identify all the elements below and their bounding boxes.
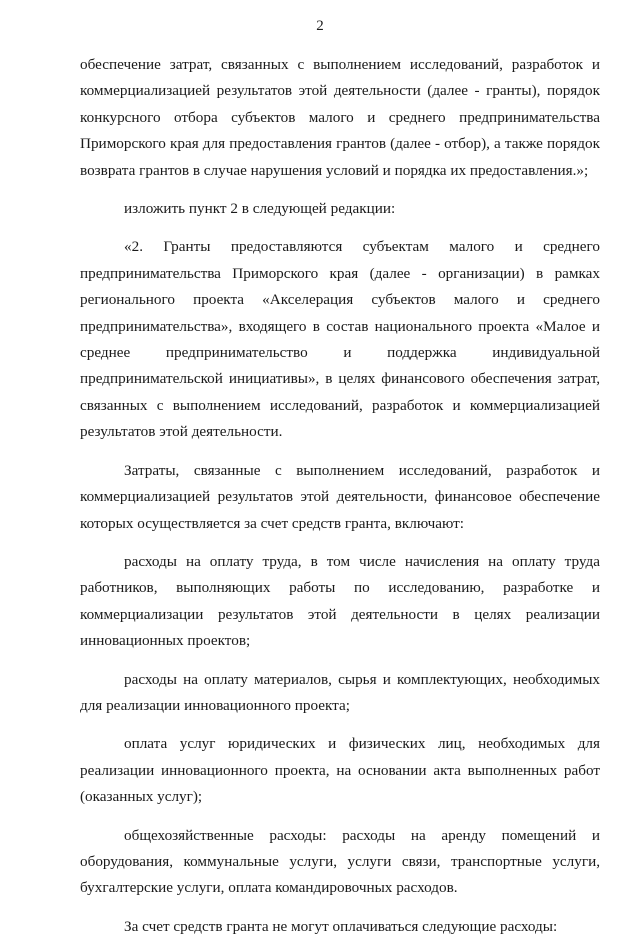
text-line: За счет средств гранта не могут оплачиваться следующие расходы: xyxy=(124,917,558,935)
text-line: Приморского края для предоставления грантов (далее - отбор), а также порядок xyxy=(80,135,600,153)
paragraph xyxy=(80,823,600,902)
text-line: оборудования, коммунальные услуги, услуги связи, транспортные услуги, xyxy=(80,852,600,870)
text-line: для реализации инновационного проекта; xyxy=(80,696,350,714)
text-line: бухгалтерские услуги, оплата командировочных расходов. xyxy=(80,879,458,897)
text-line: возврата грантов в случае нарушения условий и порядка их предоставления.»; xyxy=(80,161,589,179)
text-line: конкурсного отбора субъектов малого и среднего предпринимательства xyxy=(80,108,600,126)
text-line: оплата услуг юридических и физических лиц, необходимых для xyxy=(124,735,600,753)
paragraph xyxy=(80,234,600,445)
text-line: общехозяйственные расходы: расходы на аренду помещений и xyxy=(124,826,600,844)
text-line: расходы на оплату труда, в том числе начисления на оплату труда xyxy=(124,552,600,570)
text-line: коммерциализацией результатов этой деятельности, финансовое обеспечение xyxy=(80,488,600,506)
text-line: реализации инновационного проекта, на основании акта выполненных работ xyxy=(80,761,600,779)
text-line: коммерциализации результатов этой деятельности в целях реализации xyxy=(80,605,600,623)
text-line: «2. Гранты предоставляются субъектам малого и среднего xyxy=(124,238,600,256)
paragraph xyxy=(80,731,600,810)
paragraph xyxy=(80,196,600,222)
paragraph xyxy=(80,458,600,537)
text-line: связанных с выполнением исследований, разработок и коммерциализацией xyxy=(80,396,600,414)
text-line: предпринимательства», входящего в состав национального проекта «Малое и xyxy=(80,317,600,335)
paragraph xyxy=(80,549,600,655)
text-line: предпринимательской инициативы», в целях финансового обеспечения затрат, xyxy=(80,370,600,388)
text-line: предпринимательства Приморского края (далее - организации) в рамках xyxy=(80,264,600,282)
text-line: которых осуществляется за счет средств гранта, включают: xyxy=(80,514,465,532)
paragraph xyxy=(80,667,600,720)
text-line: среднее предпринимательство и поддержка индивидуальной xyxy=(80,344,600,362)
document-body xyxy=(80,52,600,952)
text-line: Затраты, связанные с выполнением исследований, разработок и xyxy=(124,461,600,479)
text-line: результатов этой деятельности. xyxy=(80,423,283,441)
paragraph xyxy=(80,52,600,184)
text-line: изложить пункт 2 в следующей редакции: xyxy=(124,200,396,218)
text-line: регионального проекта «Акселерация субъектов малого и среднего xyxy=(80,291,600,309)
text-line: (оказанных услуг); xyxy=(80,788,203,806)
text-line: работников, выполняющих работы по исследованию, разработке и xyxy=(80,579,600,597)
text-line: коммерциализацией результатов этой деятельности (далее - гранты), порядок xyxy=(80,82,600,100)
text-line: инновационных проектов; xyxy=(80,632,251,650)
paragraph xyxy=(80,914,600,940)
text-line: обеспечение затрат, связанных с выполнением исследований, разработок и xyxy=(80,56,600,73)
page-number: 2 xyxy=(316,18,324,34)
text-line: расходы на оплату материалов, сырья и комплектующих, необходимых xyxy=(124,670,600,688)
